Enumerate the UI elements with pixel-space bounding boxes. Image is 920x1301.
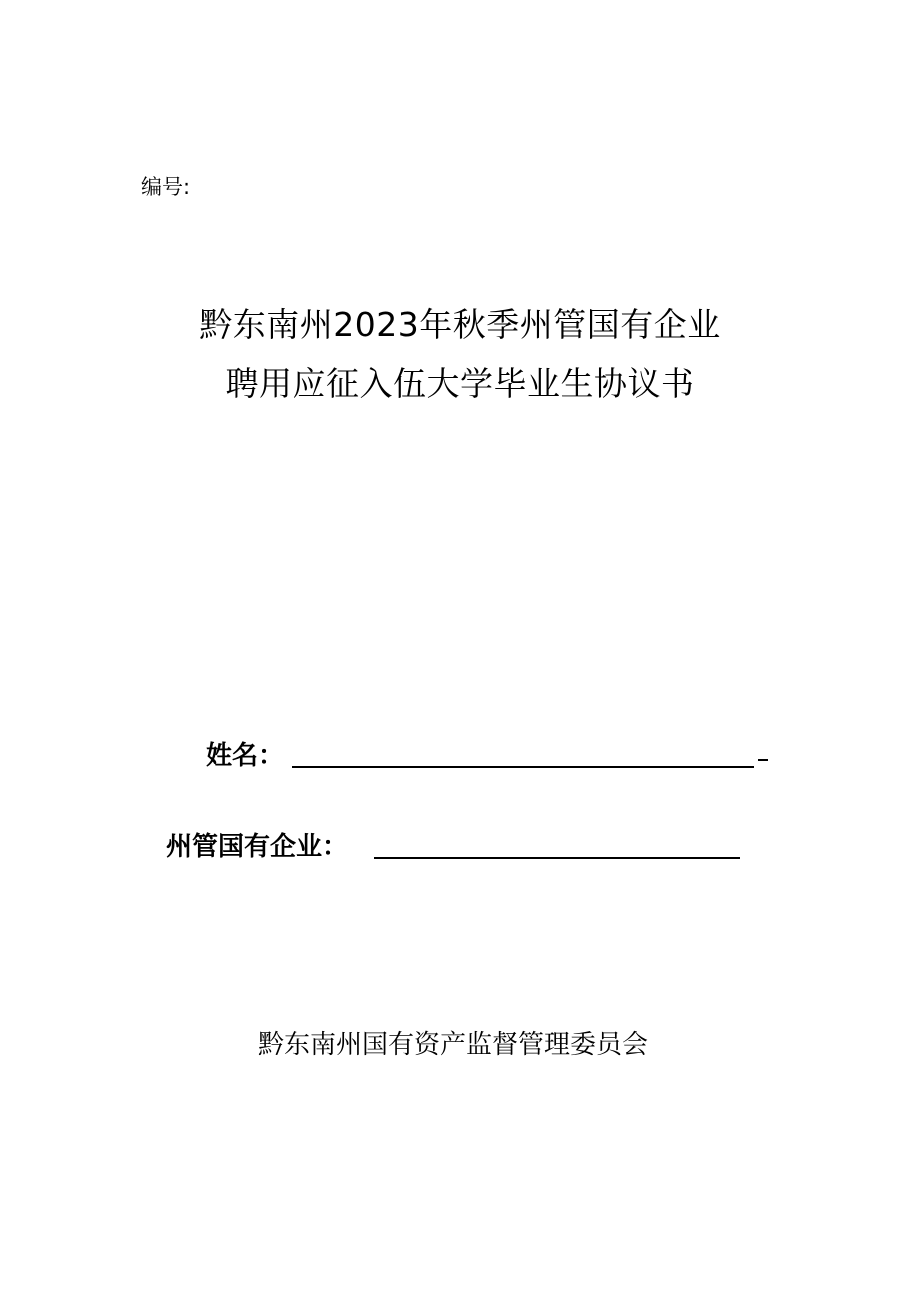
document-title-line-1: 黔东南州2023年秋季州管国有企业 — [199, 305, 721, 344]
serial-number-label: 编号: — [141, 175, 191, 199]
name-field-label: 姓名： — [206, 741, 285, 771]
issuing-authority: 黔东南州国有资产监督管理委员会 — [257, 1030, 648, 1060]
enterprise-blank-line — [374, 857, 740, 859]
name-blank-line — [292, 766, 754, 768]
name-trailing-dash — [758, 759, 768, 761]
document-title-line-2: 聘用应征入伍大学毕业生协议书 — [225, 364, 695, 403]
enterprise-field-label: 州管国有企业： — [166, 832, 349, 862]
